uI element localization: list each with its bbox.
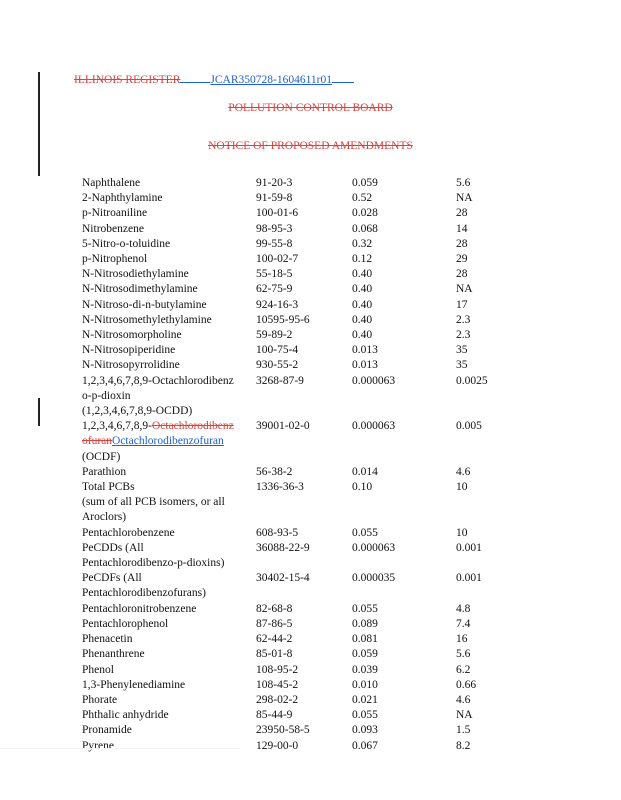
cas-number: 298-02-2 <box>256 693 299 706</box>
chemical-name: p-Nitroaniline <box>82 207 148 220</box>
chemical-name: Pyrene <box>82 739 114 752</box>
table-row <box>82 343 516 358</box>
ocdf-name-3: (OCDF) <box>82 450 121 463</box>
cas-number: 56-38-2 <box>256 465 293 478</box>
table-row <box>82 222 516 237</box>
value-2: 17 <box>456 298 468 311</box>
cas-number: 1336-36-3 <box>256 481 304 494</box>
table-row <box>82 313 516 328</box>
value-1: 0.000035 <box>352 572 396 585</box>
cas-number: 129-00-0 <box>256 739 299 752</box>
value-1: 0.055 <box>352 602 378 615</box>
cas-number: 85-01-8 <box>256 648 293 661</box>
value-1: 0.081 <box>352 633 378 646</box>
table-row <box>82 723 516 738</box>
table-row-continuation <box>82 495 516 510</box>
chemical-name: N-Nitrosopiperidine <box>82 344 176 357</box>
value-1: 0.055 <box>352 526 378 539</box>
chemical-name: 5-Nitro-o-toluidine <box>82 237 171 250</box>
value-1: 0.067 <box>352 739 378 752</box>
chemical-name: N-Nitrosopyrrolidine <box>82 359 180 372</box>
chemical-name-continued: Pentachlorodibenzo-p-dioxins) <box>82 557 225 570</box>
register-header <box>0 74 621 86</box>
ocdf-inserted: Octachlorodibenzofuran <box>112 435 224 448</box>
register-struck-text: ILLINOIS REGISTER <box>74 74 181 86</box>
chemical-name-continued: Aroclors) <box>82 511 127 524</box>
value-2: 4.6 <box>456 465 471 478</box>
ocdd-name-2: o-p-dioxin <box>82 389 131 402</box>
value-2: 4.8 <box>456 602 471 615</box>
table-row <box>82 647 516 662</box>
value-2: 35 <box>456 344 468 357</box>
table-row <box>82 526 516 541</box>
table-row-continuation <box>82 556 516 571</box>
value-1: 0.059 <box>352 648 378 661</box>
chemical-name: Naphthalene <box>82 177 141 189</box>
ocdf-name-1 <box>82 419 256 434</box>
cas-number: 108-45-2 <box>256 678 299 691</box>
ocdd-v2: 0.0025 <box>456 374 488 387</box>
constituent-table <box>82 176 516 754</box>
table-row <box>82 571 516 586</box>
value-1: 0.40 <box>352 268 373 281</box>
value-1: 0.013 <box>352 344 378 357</box>
value-1: 0.10 <box>352 481 373 494</box>
table-row <box>82 678 516 693</box>
ocdf-v1: 0.000063 <box>352 420 396 433</box>
chemical-name: N-Nitrosodimethylamine <box>82 283 198 296</box>
chemical-name-continued: Pentachlorodibenzofurans) <box>82 587 206 600</box>
chemical-name-continued: (sum of all PCB isomers, or all <box>82 496 225 509</box>
table-row <box>82 465 516 480</box>
change-bar-ocdf <box>38 398 40 426</box>
value-2: 2.3 <box>456 313 471 326</box>
change-bar-top <box>38 72 40 176</box>
cas-number: 91-59-8 <box>256 192 293 205</box>
value-1: 0.40 <box>352 298 373 311</box>
cas-number: 10595-95-6 <box>256 313 310 326</box>
cas-number: 100-02-7 <box>256 253 299 266</box>
value-2: 4.6 <box>456 693 471 706</box>
value-2: 6.2 <box>456 663 471 676</box>
chemical-name: 2-Naphthylamine <box>82 192 163 205</box>
ocdf-struck-b: ofuran <box>82 435 113 448</box>
cas-number: 62-44-2 <box>256 633 293 646</box>
ocdf-block <box>82 419 516 465</box>
cas-number: 23950-58-5 <box>256 724 310 737</box>
value-2: 5.6 <box>456 648 471 661</box>
cas-number: 100-75-4 <box>256 344 299 357</box>
cas-number: 36088-22-9 <box>256 541 310 554</box>
value-2: 14 <box>456 222 468 235</box>
table-row <box>82 632 516 647</box>
table-row <box>82 252 516 267</box>
cas-number: 87-86-5 <box>256 617 293 630</box>
table-row <box>82 358 516 373</box>
value-1: 0.068 <box>352 222 378 235</box>
value-1: 0.010 <box>352 678 378 691</box>
value-1: 0.40 <box>352 313 373 326</box>
table-row <box>82 267 516 282</box>
table-row <box>82 541 516 556</box>
ocdf-cas: 39001-02-0 <box>256 420 310 433</box>
cas-number: 100-01-6 <box>256 207 299 220</box>
value-1: 0.013 <box>352 359 378 372</box>
chemical-name: Phenol <box>82 663 114 676</box>
table-row <box>82 693 516 708</box>
cas-number: 930-55-2 <box>256 359 299 372</box>
cas-number: 30402-15-4 <box>256 572 310 585</box>
table-row <box>82 328 516 343</box>
table-row <box>82 191 516 206</box>
chemical-name: N-Nitrosomethylethylamine <box>82 313 212 326</box>
value-1: 0.055 <box>352 709 378 722</box>
table-row <box>82 206 516 221</box>
chemical-name: Pentachloronitrobenzene <box>82 602 197 615</box>
table-row <box>82 237 516 252</box>
cas-number: 608-93-5 <box>256 526 299 539</box>
ocdd-name-1: 1,2,3,4,6,7,8,9-Octachlorodibenz <box>82 374 234 387</box>
value-2: 35 <box>456 359 468 372</box>
value-2: 16 <box>456 633 468 646</box>
value-1: 0.52 <box>352 192 373 205</box>
table-row <box>82 663 516 678</box>
chemical-name: Phenanthrene <box>82 648 145 661</box>
table-body-b <box>82 465 516 754</box>
value-2: 0.001 <box>456 572 482 585</box>
value-2: NA <box>456 283 473 296</box>
value-2: 2.3 <box>456 329 471 342</box>
table-row <box>82 282 516 297</box>
table-row <box>82 374 516 389</box>
table-row <box>82 708 516 723</box>
cas-number: 98-95-3 <box>256 222 293 235</box>
ocdd-block <box>82 374 516 420</box>
value-2: 1.5 <box>456 724 471 737</box>
value-1: 0.12 <box>352 253 373 266</box>
cas-number: 55-18-5 <box>256 268 293 281</box>
cas-number: 62-75-9 <box>256 283 293 296</box>
notice-title: NOTICE OF PROPOSED AMENDMENTS <box>208 140 413 152</box>
ocdf-v2: 0.005 <box>456 420 482 433</box>
ocdd-v1: 0.000063 <box>352 374 396 387</box>
table-row-continuation <box>82 586 516 601</box>
cas-number: 91-20-3 <box>256 177 293 189</box>
chemical-name: Pentachlorophenol <box>82 617 169 630</box>
chemical-name: N-Nitrosomorpholine <box>82 329 182 342</box>
value-2: 8.2 <box>456 739 471 752</box>
ocdf-name-2 <box>82 434 256 449</box>
insert-rule-tail <box>332 82 354 83</box>
chemical-name: 1,3-Phenylenediamine <box>82 678 186 691</box>
value-2: NA <box>456 192 473 205</box>
value-1: 0.039 <box>352 663 378 676</box>
value-1: 0.028 <box>352 207 378 220</box>
value-2: 28 <box>456 268 468 281</box>
insert-rule <box>180 82 210 83</box>
chemical-name: p-Nitrophenol <box>82 253 148 266</box>
chemical-name: Nitrobenzene <box>82 222 144 235</box>
cas-number: 924-16-3 <box>256 298 299 311</box>
ocdf-struck-a: Octachlorodibenz <box>151 420 234 433</box>
board-title: POLLUTION CONTROL BOARD <box>228 102 393 114</box>
value-1: 0.000063 <box>352 541 396 554</box>
ocdd-name-3: (1,2,3,4,6,7,8,9-OCDD) <box>82 405 193 418</box>
table-row <box>82 176 516 191</box>
register-inserted-text: JCAR350728-1604611r01 <box>210 74 332 86</box>
table-row <box>82 480 516 495</box>
value-2: NA <box>456 709 473 722</box>
value-2: 5.6 <box>456 177 471 189</box>
chemical-name: Total PCBs <box>82 481 135 494</box>
chemical-name: Phenacetin <box>82 633 133 646</box>
table-row <box>82 617 516 632</box>
value-2: 28 <box>456 207 468 220</box>
table-row <box>82 739 516 754</box>
table-row <box>82 602 516 617</box>
value-1: 0.40 <box>352 329 373 342</box>
value-1: 0.021 <box>352 693 378 706</box>
chemical-name: Phorate <box>82 693 118 706</box>
value-1: 0.093 <box>352 724 378 737</box>
value-2: 0.66 <box>456 678 477 691</box>
chemical-name: Pronamide <box>82 724 132 737</box>
chemical-name: N-Nitrosodiethylamine <box>82 268 189 281</box>
value-2: 10 <box>456 526 468 539</box>
footer-rule <box>0 748 240 749</box>
chemical-name: Phthalic anhydride <box>82 709 169 722</box>
cas-number: 99-55-8 <box>256 237 293 250</box>
cas-number: 59-89-2 <box>256 329 293 342</box>
value-2: 28 <box>456 237 468 250</box>
chemical-name: Parathion <box>82 465 127 478</box>
cas-number: 82-68-8 <box>256 602 293 615</box>
chemical-name: N-Nitroso-di-n-butylamine <box>82 298 207 311</box>
ocdd-cas: 3268-87-9 <box>256 374 304 387</box>
cas-number: 108-95-2 <box>256 663 299 676</box>
table-row-continuation <box>82 510 516 525</box>
value-2: 10 <box>456 481 468 494</box>
table-row <box>82 298 516 313</box>
ocdf-prefix: 1,2,3,4,6,7,8,9- <box>82 420 152 433</box>
value-1: 0.059 <box>352 177 378 189</box>
table-row <box>82 419 516 434</box>
value-1: 0.32 <box>352 237 373 250</box>
cas-number: 85-44-9 <box>256 709 293 722</box>
chemical-name: Pentachlorobenzene <box>82 526 175 539</box>
value-1: 0.40 <box>352 283 373 296</box>
value-1: 0.089 <box>352 617 378 630</box>
chemical-name: PeCDDs (All <box>82 541 144 554</box>
table-body-a <box>82 176 516 374</box>
value-2: 29 <box>456 253 468 266</box>
value-1: 0.014 <box>352 465 378 478</box>
chemical-name: PeCDFs (All <box>82 572 142 585</box>
value-2: 7.4 <box>456 617 471 630</box>
value-2: 0.001 <box>456 541 482 554</box>
